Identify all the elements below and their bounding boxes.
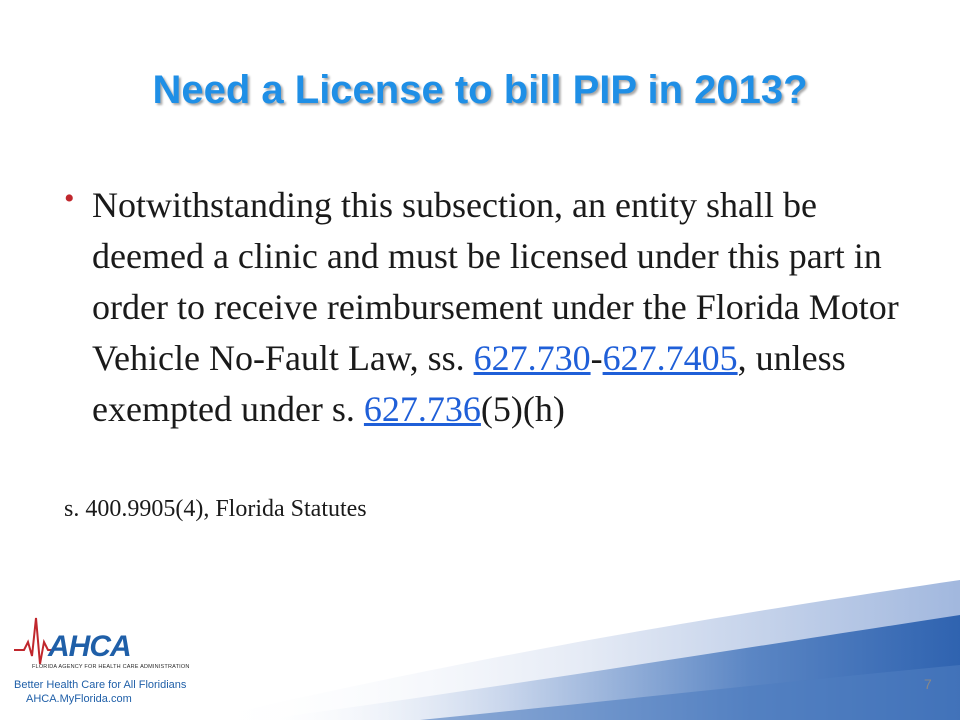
bullet-text — [92, 180, 904, 435]
slide-title: Need a License to bill PIP in 2013? — [152, 68, 808, 112]
logo-subtitle: FLORIDA AGENCY FOR HEALTH CARE ADMINISTRATION — [32, 664, 190, 670]
statute-link-627-730[interactable]: 627.730 — [473, 338, 591, 378]
logo-website: AHCA.MyFlorida.com — [26, 693, 132, 705]
citation-text: s. 400.9905(4), Florida Statutes — [64, 496, 367, 522]
bullet-item — [64, 180, 904, 435]
bullet-text-part1: Notwithstanding this subsection, an entity shall be deemed a clinic and must be licensed under this part in order to receive reimbursement under the Florida Motor Vehicle No-Fault Law, ss. — [92, 185, 899, 378]
bullet-text-part3: (5)(h) — [480, 389, 565, 429]
bullet-text-dash: - — [590, 338, 603, 378]
bullet-icon: • — [64, 182, 75, 215]
statute-link-627-736[interactable]: 627.736 — [363, 389, 481, 429]
page-number: 7 — [924, 676, 932, 692]
statute-link-627-7405[interactable]: 627.7405 — [602, 338, 738, 378]
bullet-text-part2: , unless exempted under s. — [92, 338, 846, 429]
logo-tagline: Better Health Care for All Floridians — [14, 679, 187, 691]
ahca-logo — [14, 612, 214, 716]
logo-wordmark: AHCA — [48, 630, 131, 663]
